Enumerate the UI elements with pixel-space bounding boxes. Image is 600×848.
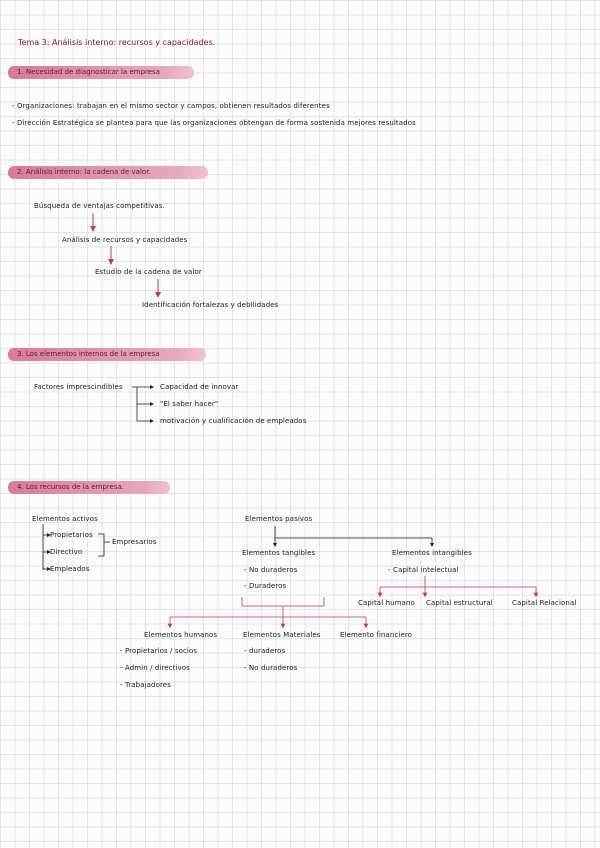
humanos-title: Elementos humanos: [144, 631, 218, 639]
s1-bullet-2: - Dirección Estratégica se plantea para que las organizaciones obtengan de forma sostenida mejores resultados: [12, 119, 416, 127]
intangibles-item-1: - Capital intelectual: [388, 566, 459, 574]
pasivos-title: Elementos pasivos: [245, 515, 313, 523]
capital-humano: Capital humano: [358, 599, 415, 607]
s3-item-2: "El saber hacer": [160, 400, 219, 408]
materiales-title: Elementos Materiales: [243, 631, 321, 639]
activos-item-1: Propietarios: [50, 531, 93, 539]
capital-estructural: Capital estructural: [426, 599, 493, 607]
section-3-heading: 3. Los elementos internos de la empresa: [8, 348, 206, 361]
tangibles-title: Elementos tangibles: [242, 549, 316, 557]
section-4-heading: 4. Los recursos de la empresa.: [8, 481, 170, 494]
page-title: Tema 3: Análisis interno: recursos y capacidades.: [18, 38, 216, 47]
s3-item-3: motivación y cualificación de empleados: [160, 417, 307, 425]
humanos-item-2: - Admin / directivos: [120, 664, 190, 672]
materiales-item-1: - duraderos: [244, 647, 286, 655]
activos-group: Empresarios: [112, 538, 157, 546]
financiero-title: Elemento financiero: [340, 631, 413, 639]
s2-step-2: Análisis de recursos y capacidades: [62, 236, 188, 244]
s3-root: Factores imprescindibles: [34, 383, 123, 391]
materiales-item-2: - No duraderos: [244, 664, 298, 672]
tangibles-item-2: - Duraderos: [244, 582, 287, 590]
activos-item-3: Empleados: [50, 565, 90, 573]
s2-step-3: Estudio de la cadena de valor: [95, 268, 202, 276]
capital-relacional: Capital Relacional: [512, 599, 577, 607]
section-1-heading: 1. Necesidad de diagnosticar la empresa: [8, 66, 194, 79]
intangibles-title: Elementos intangibles: [392, 549, 472, 557]
activos-item-2: Directivo: [50, 548, 83, 556]
s2-step-1: Búsqueda de ventajas competitivas.: [34, 202, 165, 210]
tangibles-item-1: - No duraderos: [244, 566, 298, 574]
s2-step-4: Identificación fortalezas y debilidades: [142, 301, 279, 309]
s1-bullet-1: - Organizaciones: trabajan en el mismo sector y campos, obtienen resultados diferentes: [12, 102, 330, 110]
activos-title: Elementos activos: [32, 515, 98, 523]
s3-item-1: Capacidad de innovar: [160, 383, 239, 391]
section-2-heading: 2. Análisis interno: la cadena de valor.: [8, 166, 208, 179]
humanos-item-3: - Trabajadores: [120, 681, 171, 689]
humanos-item-1: - Propietarios / socios: [120, 647, 198, 655]
